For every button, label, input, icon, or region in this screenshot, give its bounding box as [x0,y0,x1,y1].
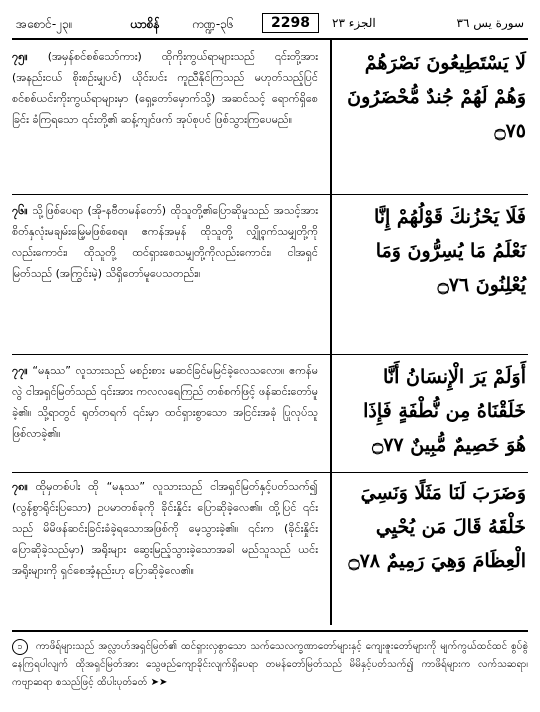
footnote-marker: ၁ [12,639,28,655]
header-volume: ကဏ္ဍ-၃၆ [192,17,234,31]
verse-arabic: لَا يَسْتَطِيعُونَ نَصْرَهُمْ وَهُمْ لَهُمْ جُندٌ مُّحْضَرُونَ ۝٧٥ [347,52,526,142]
page [12,10,528,704]
verse-number: ၇၈။ [12,480,28,493]
verse-translation [12,476,318,581]
verse-number: ၇၆။ [12,204,28,217]
verse-separator [12,472,528,473]
header-left-label: အစောင်-၂၃။ [16,17,73,31]
verse-arabic: وَضَرَبَ لَنَا مَثَلًا وَنَسِيَ خَلْقَهُ قَالَ مَن يُحْيِي الْعِظَامَ وَهِيَ رَمِيمٌ ۝٧٨ [348,482,526,572]
footnote-text: ကာဖိရ်များသည် အလ္လာဟ်အရှင်မြတ်၏ ထင်ရှားလှစွာသော သက်သေလက္ခဏာတော်များနှင့် ကျေးဇူးတော်များကို မျက်ကွယ်ထင်ထင် စွပ်စွဲနေကြရပါလျက် ထိုအရှင်မြတ်အား သွေဖည်ကျောခိုင်းလျက်ရှိပေရာ တမန်တော်မြတ်သည် မိမိနှင့်ပတ်သက်၍ ကာဖိရ်များက လက်သဆရာ၊ ကဗျာဆရာ စသည်ဖြင့် ထိပါးပုတ်ခတ် ➤➤ [12,641,528,688]
header-juz: الجزء ٢٣ [332,16,376,30]
verse-translation [12,360,318,444]
verse-translation [12,46,318,130]
verse-block [12,200,528,348]
verse-block [12,46,528,186]
page-header [12,10,528,40]
verse-arabic: أَوَلَمْ يَرَ الْإِنسَانُ أَنَّا خَلَقْنَاهُ مِن نُّطْفَةٍ فَإِذَا هُوَ خَصِيمٌ مُّبِينٌ ۝٧٧ [363,366,526,456]
verse-text: သို့ဖြစ်ပေရာ (အို-နဗီတမန်တော်) ထိုသူတို့၏ပြောဆိုမှုသည် အသင့်အား စိတ်နှလုံးမချမ်းမြေ့မဖြစ်စေရ။ ဧကန်အမှန် ထိုသူတို့ လျှို့ဝှက်သမျှတို့ကိုလည်းကောင်း၊ ထိုသူတို့ ထင်ရှားစေသမျှတို့ကိုလည်းကောင်း၊ ငါအရှင်မြတ်သည် (အကြွင်းမဲ့) သိရှိတော်မူပေသတည်း။ [12,204,319,280]
page-number: 2298 [262,13,319,33]
verse-separator [12,354,528,355]
verse-number: ၇၅။ [12,50,28,63]
verse-text: (အမှန်စင်စစ်သော်ကား) ထိုကိုးကွယ်ရာများသည် ၎င်းတို့အား (အနည်းငယ် စိုးစဉ်းမျှပင်) ယိုင်းပင်း ကူညီနိုင်ကြသည် မဟုတ်သည့်ပြင် စင်စစ်ယင်းကိုးကွယ်ရာများမှာ (ရှေ့တော်မှောက်သို့) အဆင်သင့် ရောက်ရှိစေခြင်း ခံကြရသော ၎င်းတို့၏ ဆန့်ကျင်ဖက် အုပ်စုပင် ဖြစ်သွားကြပေမည်။ [12,50,319,126]
header-surah-arabic: سورة يس ٣٦ [456,16,524,30]
verse-text: “မနုဿ” လူသားသည် မစဉ်းစား မဆင်ခြင်မမြင်ခဲ့လေသလော။ ဧကန်မလွဲ ငါအရှင်မြတ်သည် ၎င်းအား ကလလရေကြည် တစ်စက်ဖြင့် ဖန်ဆင်းတော်မူခဲ့၏။ သို့ရာတွင် ရုတ်တရက် ၎င်းမှာ ထင်ရှားစွာသော အငြင်းအခုံ ပြုလုပ်သူဖြစ်လာခဲ့၏။ [12,364,318,440]
verse-separator [12,194,528,195]
verse-translation [12,200,318,284]
verse-arabic: فَلَا يَحْزُنكَ قَوْلُهُمْ إِنَّا نَعْلَمُ مَا يُسِرُّونَ وَمَا يُعْلِنُونَ ۝٧٦ [373,206,526,296]
verse-block [12,360,528,470]
verse-number: ၇၇။ [12,364,28,377]
verse-block [12,476,528,624]
footnote [12,630,528,692]
verse-text: ထိုမှတစ်ပါး ထို “မနုဿ” လူသားသည် ငါအရှင်မြတ်နှင့်ပတ်သက်၍ (လွန်စွာရိုင်းပြသော) ဥပမာတစ်ခုကို ခိုင်းနှိုင်း ပြောဆိုခဲ့လေ၏။ ထို့ပြင် ၎င်းသည် မိမိဖန်ဆင်းခြင်းခံခဲ့ရသောအဖြစ်ကို မေ့သွားခဲ့၏။ ၎င်းက (ခိုင်းနှိုင်းပြောဆိုခဲ့သည်မှာ) အရိုးများ ဆွေးမြည့်သွားခဲ့သောအခါ မည်သူသည် ယင်းအရိုးများကို ရှင်စေအံ့နည်းဟု ပြောဆိုခဲ့လေ၏။ [12,480,318,577]
header-surah-name: ယာစိန် [130,17,160,31]
